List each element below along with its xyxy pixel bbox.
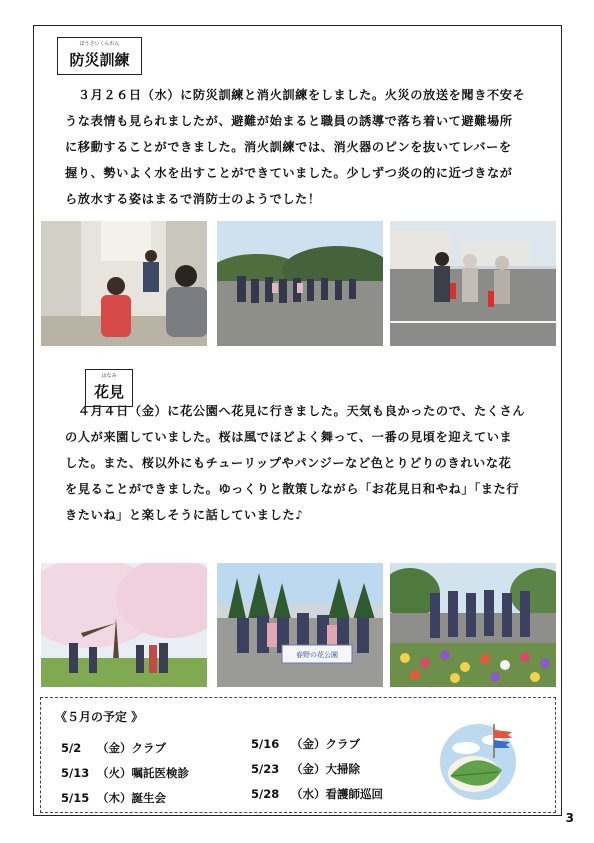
schedule-event: （火）嘱託医検診 — [97, 766, 189, 780]
schedule-item — [251, 761, 360, 777]
schedule-date: 5/13 — [61, 766, 90, 780]
may-schedule-box — [40, 697, 556, 813]
schedule-item — [61, 765, 189, 781]
drill-line: うな表情も見られましたが、避難が始まると職員の誘導で落ち着いて避難場所 — [65, 114, 513, 128]
hanami-photo-cherry-trees — [41, 563, 207, 687]
hanami-line: を見ることができました。ゆっくりと散策しながら「お花見日和やね」「また行 — [65, 482, 520, 496]
section-title-text: 花見 — [93, 383, 124, 401]
section-title-ruby: ぼうさいくんれん — [79, 41, 120, 47]
drill-line: に移動することができました。消火訓練では、消火器のピンを抜いてレバーを — [65, 140, 512, 154]
drill-photo-hallway — [41, 221, 207, 346]
drill-line: ３月２６日（水）に防災訓練と消火訓練をしました。火災の放送を聞き不安そ — [65, 88, 526, 102]
hanami-line: きたいね」と楽しそうに話していました♪ — [65, 508, 304, 522]
hanami-line: ４月４日（金）に花公園へ花見に行きました。天気も良かったので、たくさん — [65, 404, 526, 418]
schedule-date: 5/23 — [251, 762, 280, 776]
schedule-item — [251, 786, 383, 802]
schedule-event: （金）クラブ — [291, 737, 360, 751]
drill-photo-extinguisher — [390, 221, 556, 346]
section-title-drill — [57, 37, 142, 75]
schedule-item — [61, 740, 166, 756]
hanami-paragraph — [65, 398, 549, 528]
drill-line: 握り、勢いよく水を出すことができていました。少しずつ炎の的に近づきなが — [65, 166, 513, 180]
kashiwa-mochi-koinobori-illustration — [436, 718, 520, 802]
banner-text: 春野の花公園 — [296, 651, 338, 659]
schedule-event: （水）看護師巡回 — [291, 787, 383, 801]
schedule-item — [251, 736, 360, 752]
section-title-text: 防災訓練 — [69, 51, 130, 69]
schedule-date: 5/28 — [251, 787, 280, 801]
hanami-photo-group — [217, 563, 383, 687]
drill-paragraph — [65, 82, 549, 212]
schedule-item — [61, 790, 166, 806]
hanami-line: した。また、桜以外にもチューリップやパンジーなど色とりどりのきれいな花 — [65, 456, 512, 470]
schedule-event: （金）クラブ — [97, 741, 166, 755]
hanami-line: の人が来園していました。桜は風でほどよく舞って、一番の見頃を迎えていま — [65, 430, 513, 444]
schedule-date: 5/15 — [61, 791, 90, 805]
section-title-ruby: はなみ — [101, 373, 117, 379]
page-number: 3 — [565, 811, 574, 825]
schedule-date: 5/2 — [61, 741, 82, 755]
schedule-date: 5/16 — [251, 737, 280, 751]
drill-photo-evacuation — [217, 221, 383, 346]
hanami-photo-flowerbed — [390, 563, 556, 687]
drill-line: ら放水する姿はまるで消防士のようでした！ — [65, 192, 321, 206]
schedule-event: （木）誕生会 — [97, 791, 166, 805]
schedule-event: （金）大掃除 — [291, 762, 360, 776]
schedule-title: 《５月の予定 》 — [55, 710, 144, 724]
